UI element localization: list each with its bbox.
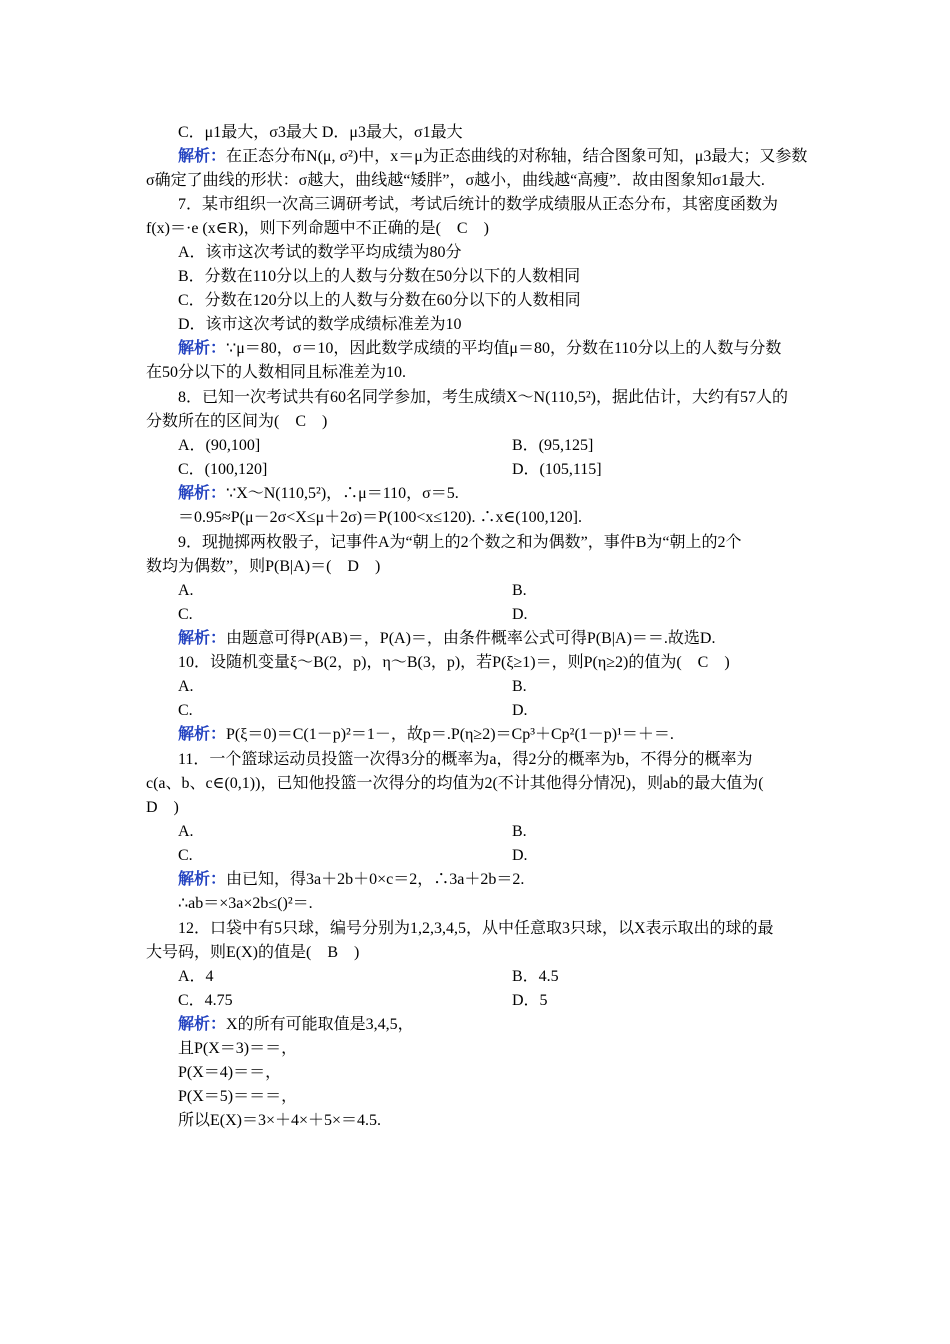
option-b: B. [512,678,527,695]
option-d: D．(105,115] [512,461,602,478]
option-b: B. [512,582,527,599]
question-line: c(a、b、c∈(0,1))，已知他投篮一次得分的均值为2(不计其他得分情况)，则ab的最大值为( [146,775,764,792]
solution-line: 解析：由题意可得P(AB)＝，P(A)＝，由条件概率公式可得P(B|A)＝＝.故选D. [178,630,716,647]
solution-line: 解析：由已知，得3a＋2b＋0×c＝2，∴3a＋2b＝2. [178,871,525,888]
option-c: C．(100,120] [178,461,268,478]
solution-tag: 解析： [178,630,227,647]
solution-line: P(X＝5)＝＝＝， [178,1088,298,1105]
solution-line: 在50分以下的人数相同且标准差为10. [146,364,407,381]
question-7: 7．某市组织一次高三调研考试，考试后统计的数学成绩服从正态分布，其密度函数为 [178,196,779,213]
question-11: 11．一个篮球运动员投篮一次得3分的概率为a，得2分的概率为b，不得分的概率为 [178,751,753,768]
question-10: 10．设随机变量ξ～B(2，p)，η～B(3，p)，若P(ξ≥1)＝，则P(η≥2)的值为( C ) [178,654,730,671]
solution-line: 解析：P(ξ＝0)＝C(1－p)²＝1－，故p＝.P(η≥2)＝Cp³＋Cp²(1－p)¹＝＋＝. [178,726,674,743]
solution-tag: 解析： [178,871,227,888]
option-a: A．(90,100] [178,437,261,454]
option-a: A．该市这次考试的数学平均成绩为80分 [178,244,462,261]
solution-line: σ确定了曲线的形状：σ越大，曲线越“矮胖”，σ越小，曲线越“高瘦”．故由图象知σ1最大. [146,172,765,189]
question-12: 12．口袋中有5只球，编号分别为1,2,3,4,5，从中任意取3只球，以X表示取出的球的最 [178,920,774,937]
question-line: 分数所在的区间为( C ) [146,413,328,430]
solution-line: 解析：∵μ＝80，σ＝10，因此数学成绩的平均值μ＝80，分数在110分以上的人数与分数 [178,340,782,357]
option-d: D．5 [512,992,548,1009]
option-a: A．4 [178,968,214,985]
solution-tag: 解析： [178,726,227,743]
option-d: D. [512,702,528,719]
option-b: B. [512,823,527,840]
option-line: C．μ1最大，σ3最大 D．μ3最大，σ1最大 [178,124,463,141]
option-a: A. [178,582,194,599]
question-line: D ) [146,799,179,816]
solution-tag: 解析： [178,148,227,165]
solution-tag: 解析： [178,340,227,357]
option-c: C. [178,606,193,623]
question-line: 数均为偶数”，则P(B|A)＝( D ) [146,558,381,575]
solution-tag: 解析： [178,485,227,502]
solution-line: 所以E(X)＝3×＋4×＋5×＝4.5. [178,1112,382,1129]
option-c: C．4.75 [178,992,233,1009]
solution-line: 解析：X的所有可能取值是3,4,5， [178,1016,414,1033]
option-c: C．分数在120分以上的人数与分数在60分以下的人数相同 [178,292,581,309]
solution-line: 且P(X＝3)＝＝， [178,1040,298,1057]
question-line: 大号码，则E(X)的值是( B ) [146,944,360,961]
option-b: B．4.5 [512,968,559,985]
solution-line: P(X＝4)＝＝， [178,1064,282,1081]
solution-line: ∴ab＝×3a×2b≤()²＝. [178,895,313,912]
option-a: A. [178,678,194,695]
option-c: C. [178,847,193,864]
question-line: f(x)＝·e (x∈R)，则下列命题中不正确的是( C ) [146,220,489,237]
option-a: A. [178,823,194,840]
option-b: B．(95,125] [512,437,594,454]
question-8: 8．已知一次考试共有60名同学参加，考生成绩X～N(110,5²)，据此估计，大约有57人的 [178,389,788,406]
solution-line: 解析：在正态分布N(μ, σ²)中，x＝μ为正态曲线的对称轴，结合图象可知，μ3最大；又参数 [178,148,808,165]
option-b: B．分数在110分以上的人数与分数在50分以下的人数相同 [178,268,581,285]
option-d: D. [512,847,528,864]
question-9: 9．现抛掷两枚骰子，记事件A为“朝上的2个数之和为偶数”，事件B为“朝上的2个 [178,534,742,551]
solution-line: ＝0.95≈P(μ－2σ<X≤μ＋2σ)＝P(100<x≤120). ∴x∈(100,120]. [178,509,582,526]
option-c: C. [178,702,193,719]
option-d: D．该市这次考试的数学成绩标准差为10 [178,316,462,333]
solution-tag: 解析： [178,1016,227,1033]
option-d: D. [512,606,528,623]
solution-line: 解析：∵X～N(110,5²)，∴μ＝110，σ＝5. [178,485,459,502]
